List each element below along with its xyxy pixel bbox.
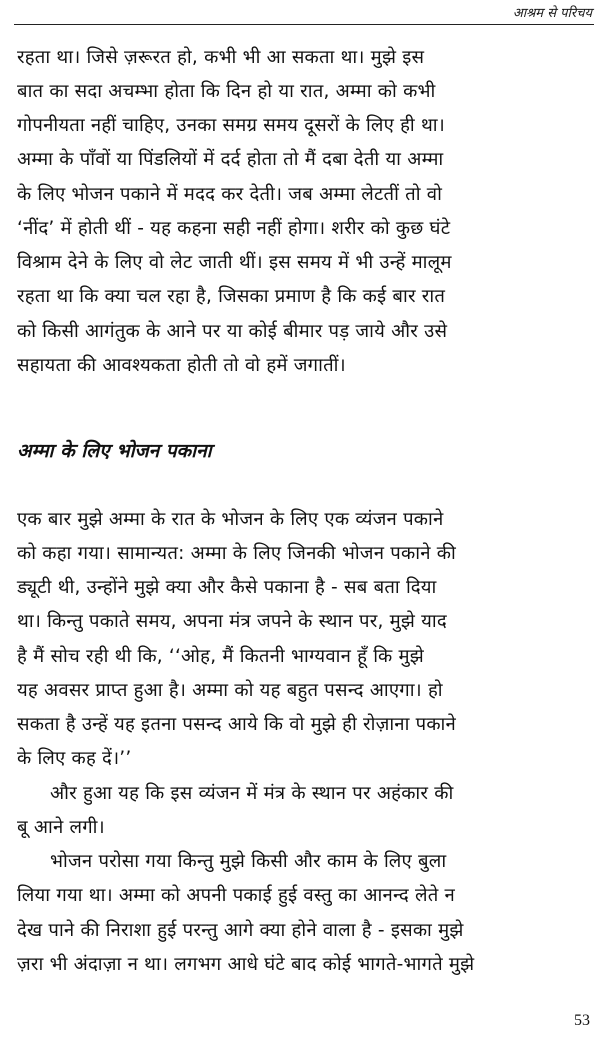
body-line: रहता था। जिसे ज़रूरत हो, कभी भी आ सकता था। मुझे इस bbox=[17, 47, 425, 68]
body-line: ड्यूटी थी, उन्होंने मुझे क्या और कैसे पकाना है - सब बता दिया bbox=[17, 577, 437, 598]
header-rule bbox=[14, 24, 594, 25]
body-line: ‘नींद’ में होती थीं - यह कहना सही नहीं होगा। शरीर को कुछ घंटे bbox=[17, 218, 451, 239]
body-line: ज़रा भी अंदाज़ा न था। लगभग आधे घंटे बाद कोई भागते-भागते मुझे bbox=[17, 954, 475, 975]
body-line: विश्राम देने के लिए वो लेट जाती थीं। इस समय में भी उन्हें मालूम bbox=[17, 252, 452, 273]
body-line: के लिए भोजन पकाने में मदद कर देती। जब अम्मा लेटतीं तो वो bbox=[17, 184, 443, 205]
body-line: यह अवसर प्राप्त हुआ है। अम्मा को यह बहुत पसन्द आएगा। हो bbox=[17, 680, 443, 701]
body-line: रहता था कि क्या चल रहा है, जिसका प्रमाण है कि कई बार रात bbox=[17, 286, 446, 307]
page-number: 53 bbox=[574, 1012, 590, 1029]
body-line: है मैं सोच रही थी कि, ‘‘ओह, मैं कितनी भाग्यवान हूँ कि मुझे bbox=[17, 646, 424, 667]
body-line: भोजन परोसा गया किन्तु मुझे किसी और काम के लिए बुला bbox=[50, 851, 447, 872]
body-line: के लिए कह दें।’’ bbox=[17, 748, 132, 769]
body-line: को कहा गया। सामान्यत: अम्मा के लिए जिनकी भोजन पकाने की bbox=[17, 543, 456, 564]
body-line: लिया गया था। अम्मा को अपनी पकाई हुई वस्तु का आनन्द लेते न bbox=[17, 885, 456, 906]
body-line: को किसी आगंतुक के आने पर या कोई बीमार पड़ जाये और उसे bbox=[17, 321, 448, 342]
running-title: आश्रम से परिचय bbox=[512, 6, 592, 21]
body-line: सकता है उन्हें यह इतना पसन्द आये कि वो मुझे ही रोज़ाना पकाने bbox=[17, 714, 457, 735]
section-heading: अम्मा के लिए भोजन पकाना bbox=[17, 440, 212, 462]
body-line: एक बार मुझे अम्मा के रात के भोजन के लिए एक व्यंजन पकाने bbox=[17, 509, 444, 530]
body-line: अम्मा के पाँवों या पिंडलियों में दर्द होता तो मैं दबा देती या अम्मा bbox=[17, 149, 444, 170]
body-line: सहायता की आवश्यकता होती तो वो हमें जगातीं। bbox=[17, 355, 346, 376]
body-line: था। किन्तु पकाते समय, अपना मंत्र जपने के स्थान पर, मुझे याद bbox=[17, 611, 447, 632]
body-line: बात का सदा अचम्भा होता कि दिन हो या रात, अम्मा को कभी bbox=[17, 81, 436, 102]
body-line: और हुआ यह कि इस व्यंजन में मंत्र के स्थान पर अहंकार की bbox=[50, 783, 454, 804]
body-line: बू आने लगी। bbox=[17, 817, 105, 838]
body-line: देख पाने की निराशा हुई परन्तु आगे क्या होने वाला है - इसका मुझे bbox=[17, 920, 464, 941]
body-line: गोपनीयता नहीं चाहिए, उनका समग्र समय दूसरों के लिए ही था। bbox=[17, 115, 446, 136]
